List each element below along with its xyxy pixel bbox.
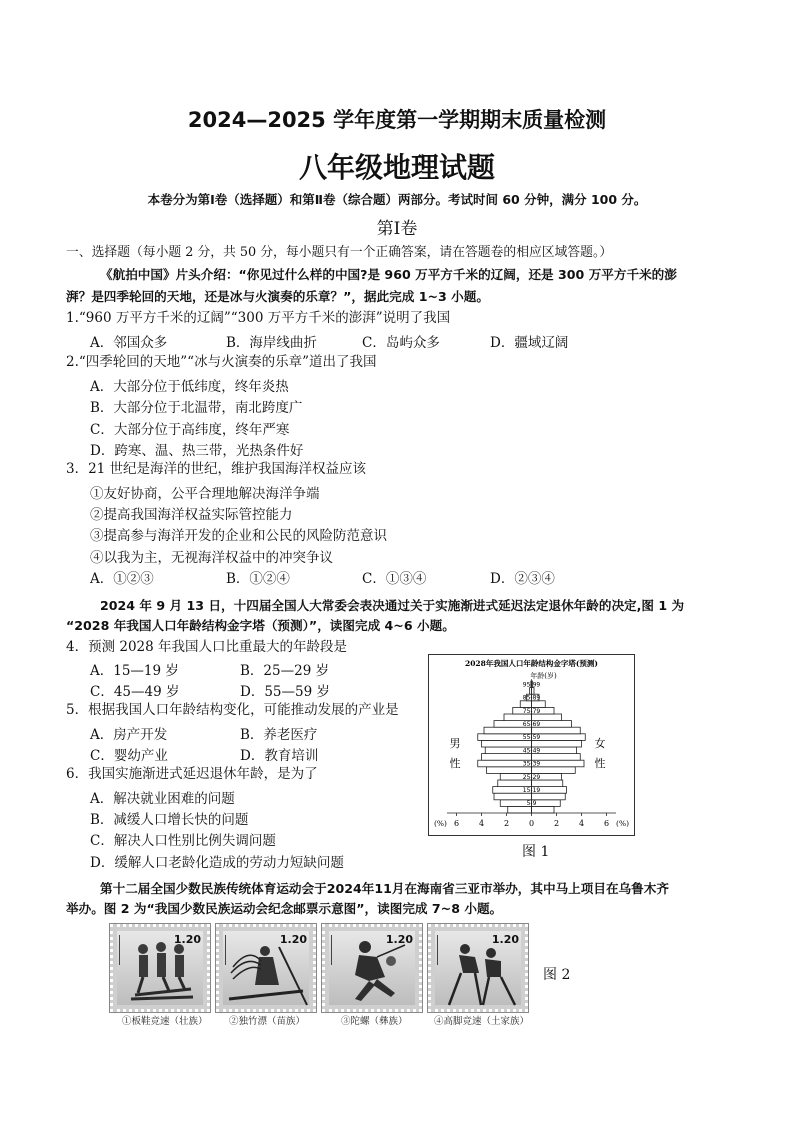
pyramid-bar-male-40-44 xyxy=(482,754,532,761)
q4-option-c: C．45—49 岁 xyxy=(90,684,180,700)
q5-option-c: C．婴幼产业 xyxy=(90,748,168,764)
pyramid-bar-male-0-4 xyxy=(508,806,532,813)
pyramid-bar-male-60-64 xyxy=(484,727,532,734)
volume-heading: 第Ⅰ卷 xyxy=(376,219,418,239)
stamp-2-caption: ②独竹漂（苗族） xyxy=(229,1016,306,1027)
stamp-3 xyxy=(322,924,422,1012)
pyramid-bar-male-50-54 xyxy=(482,740,532,747)
stamps-figure xyxy=(110,924,532,1012)
q2-option-a: A．大部分位于低纬度，终年炎热 xyxy=(90,379,289,395)
pyramid-bar-female-10-14 xyxy=(532,793,566,800)
stamp-4 xyxy=(428,924,528,1012)
q5-option-d: D．教育培训 xyxy=(240,748,319,764)
q4-option-b: B．25—29 岁 xyxy=(240,663,330,679)
stamp-2 xyxy=(216,924,316,1012)
exam-subtitle: 八年级地理试题 xyxy=(298,151,495,184)
q3-option-c: C．①③④ xyxy=(362,571,427,587)
pyramid-x-tick-label: 2 xyxy=(553,819,560,828)
q3-option-b: B．①②④ xyxy=(226,571,290,587)
pyramid-bar-male-30-34 xyxy=(487,767,532,774)
q3-statement-1: ①友好协商，公平合理地解决海洋争端 xyxy=(90,486,320,502)
q2-option-b: B．大部分位于北温带，南北跨度广 xyxy=(90,400,303,416)
pyramid-age-label: 15-19 xyxy=(522,787,541,794)
q4-option-d: D．55—59 岁 xyxy=(240,684,330,700)
intro1-line1: 《航拍中国》片头介绍：“你见过什么样的中国?是 960 万平方千米的辽阔，还是 300 万平方千米的澎 xyxy=(100,267,677,282)
q2-option-c: C．大部分位于高纬度，终年严寒 xyxy=(90,422,290,438)
pyramid-bar-female-40-44 xyxy=(532,754,581,761)
stamp-1-caption: ①板鞋竞速（壮族） xyxy=(122,1016,208,1027)
pyramid-age-label: 25-29 xyxy=(522,773,541,781)
pyramid-age-label: 65-69 xyxy=(522,721,541,728)
pyramid-bar-male-80-84 xyxy=(520,701,531,708)
figure1-caption: 图 1 xyxy=(522,844,550,860)
pyramid-bar-female-30-34 xyxy=(532,767,576,774)
pyramid-title: 2028年我国人口年龄结构金字塔(预测) xyxy=(465,659,598,668)
q2-option-d: D．跨寒、温、热三带，光热条件好 xyxy=(90,443,304,459)
stamp-3-caption: ③陀螺（彝族） xyxy=(341,1016,408,1027)
q3-option-d: D．②③④ xyxy=(490,571,555,587)
pyramid-bar-female-90-94 xyxy=(532,688,535,695)
q6-option-d: D．缓解人口老龄化造成的劳动力短缺问题 xyxy=(90,855,344,871)
q3-statement-3: ③提高参与海洋开发的企业和公民的风险防范意识 xyxy=(90,528,387,544)
pyramid-x-tick-label: 2 xyxy=(503,819,510,828)
exam-title: 2024—2025 学年度第一学期期末质量检测 xyxy=(187,108,607,132)
pyramid-age-label: 55-59 xyxy=(522,734,541,742)
pyramid-bar-female-80-84 xyxy=(532,701,546,708)
q1-option-c: C．岛屿众多 xyxy=(362,335,440,351)
q5-option-a: A．房产开发 xyxy=(90,727,168,743)
exam-note: 本卷分为第Ⅰ卷（选择题）和第Ⅱ卷（综合题）两部分。考试时间 60 分钟，满分 100 分。 xyxy=(147,192,647,207)
pyramid-bar-female-60-64 xyxy=(532,727,581,734)
pyramid-age-label: 95-99 xyxy=(522,681,541,689)
q1-stem: 1.“960 万平方千米的辽阔”“300 万平方千米的澎湃”说明了我国 xyxy=(66,310,451,326)
pyramid-age-label: 45-49 xyxy=(522,747,541,755)
pyramid-age-label: 75-79 xyxy=(522,707,541,715)
pyramid-x-tick-label: 0 xyxy=(528,819,535,828)
pyramid-bar-female-20-24 xyxy=(532,780,563,787)
pyramid-male-label-2: 性 xyxy=(449,757,461,770)
pyramid-bar-female-0-4 xyxy=(532,806,555,813)
pyramid-female-label-1: 女 xyxy=(594,737,606,750)
pyramid-x-tick-label: 6 xyxy=(453,819,460,828)
intro1-line2: 湃？是四季轮回的天地，还是冰与火演奏的乐章？”，据此完成 1~3 小题。 xyxy=(66,289,489,304)
intro2-line2: “2028 年我国人口年龄结构金字塔（预测）”，读图完成 4~6 小题。 xyxy=(66,618,455,633)
section-title: 一、选择题（每小题 2 分，共 50 分，每小题只有一个正确答案，请在答题卷的相应区域答题。） xyxy=(66,245,613,260)
intro3-line2: 举办。图 2 为“我国少数民族运动会纪念邮票示意图”，读图完成 7~8 小题。 xyxy=(66,901,503,916)
pyramid-age-label: 85-89 xyxy=(522,694,541,702)
pyramid-bar-female-50-54 xyxy=(532,740,582,747)
stamp-2-price: 1.20 xyxy=(279,933,307,946)
stamp-4-caption: ④高脚竞速（土家族） xyxy=(434,1016,530,1027)
pyramid-x-unit-right: (%) xyxy=(616,819,629,828)
pyramid-male-label-1: 男 xyxy=(449,737,461,750)
q3-statement-2: ②提高我国海洋权益实际管控能力 xyxy=(90,507,293,523)
population-pyramid-chart xyxy=(429,655,634,835)
q6-option-a: A．解决就业困难的问题 xyxy=(90,791,235,807)
q6-stem: 6．我国实施渐进式延迟退休年龄，是为了 xyxy=(66,766,318,782)
q6-option-b: B．减缓人口增长快的问题 xyxy=(90,812,249,828)
pyramid-bar-male-20-24 xyxy=(498,780,532,787)
pyramid-bar-male-10-14 xyxy=(494,793,532,800)
q2-stem: 2.“四季轮回的天地”“冰与火演奏的乐章”道出了我国 xyxy=(66,354,377,370)
q1-option-a: A．邻国众多 xyxy=(90,335,168,351)
stamp-1-price: 1.20 xyxy=(173,933,201,946)
q4-stem: 4．预测 2028 年我国人口比重最大的年龄段是 xyxy=(66,639,348,655)
pyramid-x-tick-label: 6 xyxy=(603,819,610,828)
q5-stem: 5．根据我国人口年龄结构变化，可能推动发展的产业是 xyxy=(66,702,399,718)
q5-option-b: B．养老医疗 xyxy=(240,727,318,743)
population-pyramid-figure xyxy=(428,654,635,836)
q3-statement-4: ④以我为主，无视海洋权益中的冲突争议 xyxy=(90,550,333,566)
q3-option-a: A．①②③ xyxy=(90,571,154,587)
stamp-3-price: 1.20 xyxy=(385,933,413,946)
pyramid-bar-female-70-74 xyxy=(532,714,562,721)
intro2-line1: 2024 年 9 月 13 日，十四届全国人大常委会表决通过关于实施渐进式延迟法定退休年龄的决定,图 1 为 xyxy=(100,598,685,613)
q1-option-d: D．疆域辽阔 xyxy=(490,335,569,351)
intro3-line1: 第十二届全国少数民族传统体育运动会于2024年11月在海南省三亚市举办，其中马上项目在乌鲁木齐 xyxy=(100,881,669,896)
pyramid-age-label: 5-9 xyxy=(526,800,537,808)
pyramid-ylabel: 年龄(岁) xyxy=(530,672,557,680)
stamp-1 xyxy=(110,924,210,1012)
figure2-caption: 图 2 xyxy=(543,967,571,983)
q1-option-b: B．海岸线曲折 xyxy=(226,335,317,351)
q3-stem: 3．21 世纪是海洋的世纪，维护我国海洋权益应该 xyxy=(66,461,367,477)
q4-option-a: A．15—19 岁 xyxy=(90,663,179,679)
pyramid-bar-male-70-74 xyxy=(504,714,532,721)
pyramid-x-unit-left: (%) xyxy=(434,819,447,828)
pyramid-x-tick-label: 4 xyxy=(478,819,485,828)
pyramid-age-label: 35-39 xyxy=(522,760,541,768)
pyramid-x-tick-label: 4 xyxy=(578,819,585,828)
q6-option-c: C．解决人口性别比例失调问题 xyxy=(90,833,276,849)
pyramid-female-label-2: 性 xyxy=(594,757,606,770)
stamp-4-price: 1.20 xyxy=(491,933,519,946)
